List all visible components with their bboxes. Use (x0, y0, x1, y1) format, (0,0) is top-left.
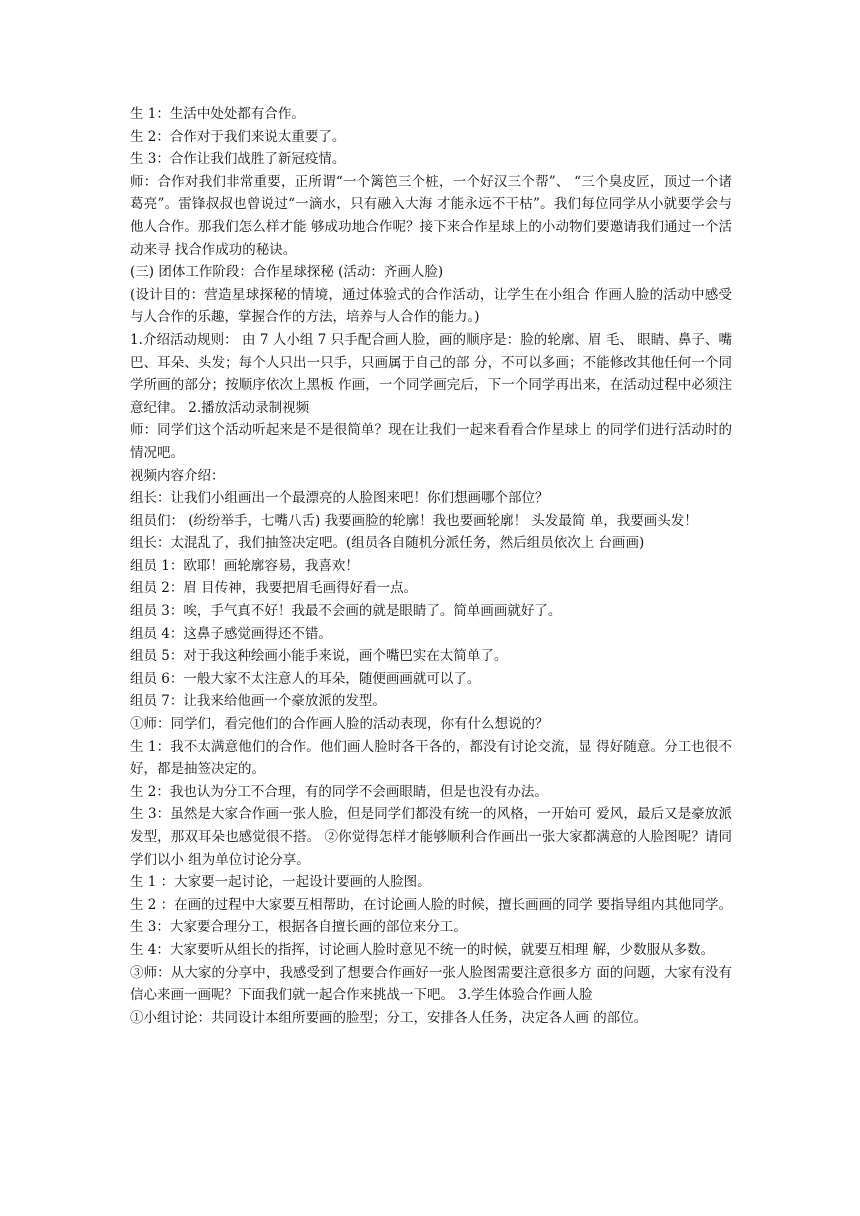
paragraph: 组员 5：对于我这种绘画小能手来说，画个嘴巴实在太简单了。 (130, 648, 508, 665)
paragraph: 组长：太混乱了，我们抽签决定吧。(组员各自随机分派任务，然后组员依次上 台画画) (130, 535, 645, 552)
paragraph: 生 1：我不太满意他们的合作。他们画人脸时各干各的，都没有讨论交流，显 得好随意。分工也很不好，都是抽签决定的。 (130, 738, 732, 778)
paragraph: 师：合作对我们非常重要，正所谓“一个篱笆三个桩，一个好汉三个帮”、 “三个臭皮匠，顶过一个诸葛亮”。雷锋叔叔也曾说过“一滴水，只有融入大海 才能永远不干枯”。我们每位同学从小就要学会与他人合作。那我们怎么样才能 够成功地合作呢？接下来合作星球上的小动物们要邀请我们通过一个活动来寻 找合作成功的秘诀。 (130, 173, 732, 258)
paragraph: 生 1：生活中处处都有合作。 (130, 106, 305, 122)
paragraph: 组员 1：欧耶！画轮廓容易，我喜欢！ (130, 557, 359, 574)
paragraph: 组员 3：唉，手气真不好！我最不会画的就是眼睛了。简单画画就好了。 (130, 603, 562, 620)
document-body (130, 103, 732, 1029)
paragraph: 生 2：合作对于我们来说太重要了。 (130, 128, 346, 145)
paragraph: 视频内容介绍： (130, 467, 225, 484)
paragraph: 生 3：大家要合理分工，根据各自擅长画的部位来分工。 (130, 919, 467, 936)
paragraph: 生 2 ：在画的过程中大家要互相帮助，在讨论画人脸的时候，擅长画画的同学 要指导组内其他同学。 (130, 896, 732, 913)
paragraph: ①师：同学们，看完他们的合作画人脸的活动表现，你有什么想说的？ (130, 716, 549, 733)
paragraph: 组员 4：这鼻子感觉画得还不错。 (130, 625, 332, 642)
section-heading: (三) 团体工作阶段：合作星球探秘 (活动：齐画人脸) (130, 264, 444, 281)
paragraph: 组员 2：眉 目传神，我要把眉毛画得好看一点。 (130, 580, 418, 597)
paragraph: 组员 6：一般大家不太注意人的耳朵，随便画画就可以了。 (130, 670, 481, 687)
paragraph: 组员 7：让我来给他画一个豪放派的发型。 (130, 693, 386, 710)
paragraph: 生 2：我也认为分工不合理，有的同学不会画眼睛，但是也没有办法。 (130, 783, 548, 800)
paragraph: 生 3：虽然是大家合作画一张人脸，但是同学们都没有统一的风格，一开始可 爱风，最后又是豪放派发型，那双耳朵也感觉很不搭。 ②你觉得怎样才能够顺利合作画出一张大家都满意的人脸图呢？请同学们以小 组为单位讨论分享。 (130, 806, 732, 868)
paragraph: 师：同学们这个活动听起来是不是很简单？现在让我们一起来看看合作星球上 的同学们进行活动时的情况吧。 (130, 422, 732, 461)
paragraph: ①小组讨论：共同设计本组所要画的脸型；分工，安排各人任务，决定各人画 的部位。 (130, 1009, 648, 1026)
paragraph: 生 1 ：大家要一起讨论，一起设计要画的人脸图。 (130, 874, 431, 891)
paragraph: 生 3：合作让我们战胜了新冠疫情。 (130, 151, 346, 168)
paragraph: (设计目的：营造星球探秘的情境，通过体验式的合作活动，让学生在小组合 作画人脸的活动中感受与人合作的乐趣，掌握合作的方法，培养与人合作的能力。) (130, 286, 732, 326)
paragraph: ③师：从大家的分享中，我感受到了想要合作画好一张人脸图需要注意很多方 面的问题，大家有没有信心来画一画呢？下面我们就一起合作来挑战一下吧。 3.学生体验合作画人脸 (130, 964, 732, 1004)
paragraph: 生 4：大家要听从组长的指挥，讨论画人脸时意见不统一的时候，就要互相理 解，少数服从多数。 (130, 941, 715, 958)
paragraph: 1.介绍活动规则： 由 7 人小组 7 只手配合画人脸，画的顺序是：脸的轮廓、眉 毛、 眼睛、鼻子、嘴巴、耳朵、头发；每个人只出一只手，只画属于自己的部 分，不可以多画；不能修改其他任何一个同学所画的部分；按顺序依次上黑板 作画，一个同学画完后，下一个同学再出来，在活动过程中必须注意纪律。 2.播放活动录制视频 (130, 331, 732, 416)
paragraph: 组长：让我们小组画出一个最漂亮的人脸图来吧！你们想画哪个部位？ (130, 490, 549, 507)
paragraph: 组员们： (纷纷举手，七嘴八舌) 我要画脸的轮廓！我也要画轮廓！ 头发最简 单，我要画头发！ (130, 512, 698, 529)
